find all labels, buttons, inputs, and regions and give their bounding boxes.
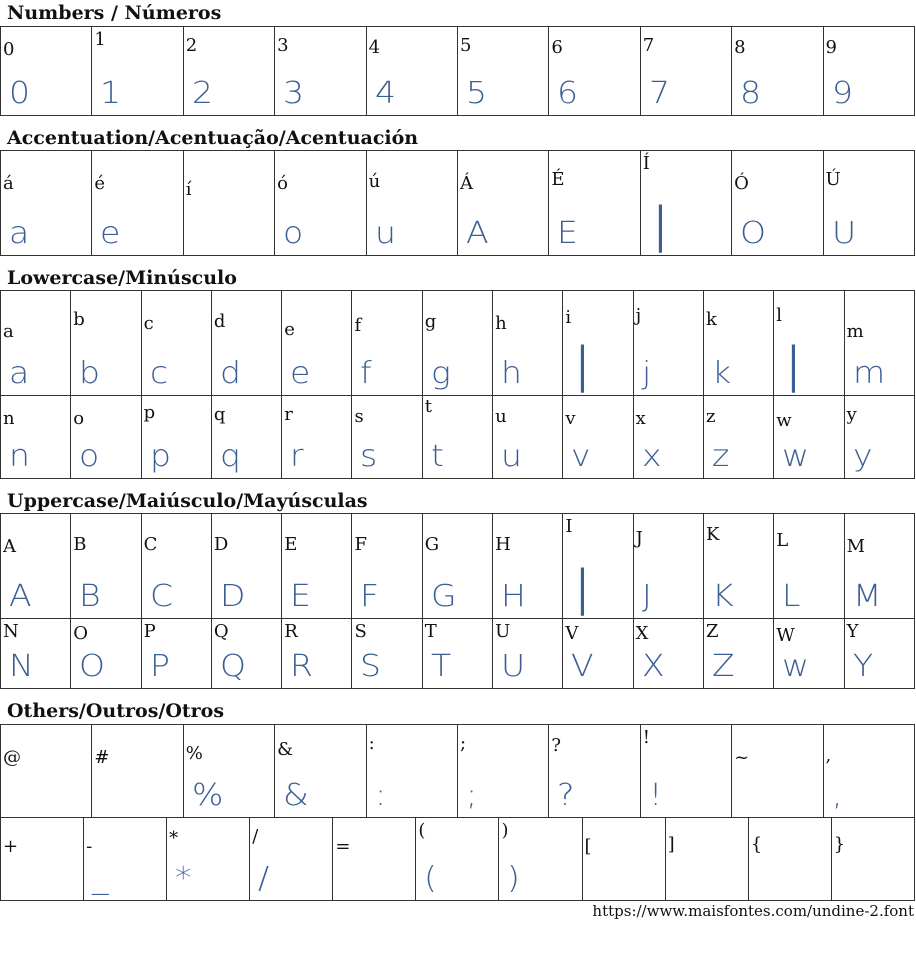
glyph-cell [640, 151, 731, 256]
glyph-cell [640, 27, 731, 116]
glyph-cell-label: 4 [368, 37, 381, 58]
glyph-cell-label: N [3, 620, 19, 642]
glyph-cell [92, 27, 183, 116]
glyph-sample: Y [852, 649, 873, 684]
glyph-sample: C [149, 578, 173, 614]
glyph-cell-label: K [705, 524, 720, 545]
glyph-cell [499, 818, 582, 901]
glyph-cell [457, 27, 548, 116]
glyph-sample: ) [507, 861, 521, 896]
glyph-cell-label: # [94, 747, 110, 768]
glyph-cell [422, 514, 492, 619]
glyph-sample: a [9, 216, 30, 251]
section-title-accents: Accentuation/Acentuação/Acentuación [7, 127, 419, 149]
glyph-cell-label: 9 [825, 37, 837, 58]
glyph-cell-label: & [277, 739, 294, 760]
glyph-cell [844, 514, 914, 619]
glyph-sample: _ [92, 861, 109, 896]
glyph-cell-label: D [213, 534, 229, 555]
glyph-cell-label: J [635, 528, 643, 549]
glyph-cell-label: Q [213, 620, 229, 642]
glyph-cell [84, 818, 167, 901]
glyph-sample: 6 [557, 76, 579, 111]
glyph-cell-label: é [94, 173, 106, 194]
glyph-sample: z [711, 439, 730, 474]
glyph-sample: E [557, 216, 579, 251]
glyph-cell [563, 618, 633, 688]
glyph-cell [416, 818, 499, 901]
glyph-cell [703, 396, 773, 479]
glyph-cell [703, 514, 773, 619]
glyph-sample: ! [648, 778, 662, 813]
glyph-cell [493, 618, 563, 688]
glyph-cell [493, 396, 563, 479]
glyph-cell [1, 725, 92, 818]
glyph-cell [366, 725, 457, 818]
glyph-cell-label: w [776, 410, 792, 432]
glyph-cell-label: p [143, 402, 156, 424]
glyph-cell-label: b [73, 309, 85, 330]
glyph-cell-label: B [73, 534, 87, 555]
glyph-cell [732, 725, 823, 818]
glyph-sample: 9 [831, 76, 853, 111]
glyph-cell-label: k [705, 309, 717, 330]
glyph-cell-label: Z [705, 620, 719, 642]
glyph-cell-label: + [3, 836, 19, 857]
glyph-sample: / [258, 861, 270, 896]
accents-grid [0, 150, 915, 256]
glyph-cell [250, 818, 333, 901]
glyph-row [1, 291, 915, 396]
glyph-cell-label: G [424, 534, 440, 555]
glyph-cell [92, 725, 183, 818]
glyph-sample: y [852, 439, 873, 474]
glyph-cell [282, 291, 352, 396]
glyph-cell-label: L [776, 530, 789, 551]
glyph-cell-label: ó [277, 173, 289, 194]
glyph-cell-label: f [354, 315, 362, 336]
glyph-sample: p [149, 439, 171, 474]
glyph-cell [422, 618, 492, 688]
glyph-cell-label: a [3, 321, 14, 342]
glyph-cell [582, 818, 665, 901]
glyph-cell [732, 151, 823, 256]
glyph-sample: b [79, 356, 101, 392]
glyph-sample: n [9, 439, 30, 474]
glyph-cell-label: m [846, 321, 864, 342]
glyph-sample: e [290, 356, 311, 392]
section-title-uppercase: Uppercase/Maiúsculo/Mayúsculas [7, 490, 368, 512]
glyph-sample: S [360, 649, 382, 684]
glyph-cell [282, 396, 352, 479]
glyph-cell-label: Í [642, 153, 650, 174]
glyph-cell [457, 151, 548, 256]
glyph-cell-label: V [565, 622, 579, 644]
glyph-cell [844, 396, 914, 479]
glyph-cell-label: ! [642, 727, 650, 748]
glyph-cell-label: 1 [94, 29, 106, 50]
glyph-sample: % [191, 778, 224, 813]
glyph-cell [366, 151, 457, 256]
glyph-sample: h [501, 356, 522, 392]
glyph-sample: w [782, 649, 810, 684]
glyph-sample: H [501, 578, 526, 614]
glyph-cell [422, 291, 492, 396]
glyph-sample: ? [557, 778, 575, 813]
glyph-sample: U [501, 649, 526, 684]
glyph-sample: F [360, 578, 380, 614]
glyph-cell-label: [ [584, 836, 592, 857]
glyph-sample: Z [711, 649, 735, 684]
glyph-sample: r [290, 439, 304, 474]
glyph-cell-label: X [635, 622, 649, 644]
glyph-cell [275, 27, 366, 116]
glyph-sample: o [79, 439, 100, 474]
glyph-cell [774, 514, 844, 619]
glyph-cell-label: H [495, 534, 511, 555]
glyph-cell [183, 27, 274, 116]
glyph-sample: & [283, 778, 309, 813]
glyph-cell-label: ~ [734, 747, 750, 768]
glyph-cell-label: 2 [185, 35, 198, 56]
glyph-cell [71, 618, 141, 688]
uppercase-grid [0, 513, 915, 689]
footer-url-link[interactable]: https://www.maisfontes.com/undine-2.font [592, 902, 914, 920]
glyph-cell [703, 291, 773, 396]
glyph-cell [549, 27, 640, 116]
glyph-cell-label: ( [418, 820, 426, 841]
glyph-row [1, 618, 915, 688]
glyph-cell-label: ú [368, 171, 381, 192]
glyph-sample: o [283, 216, 304, 251]
others-grid-row2 [0, 817, 915, 901]
glyph-cell [141, 396, 211, 479]
glyph-cell-label: d [213, 311, 226, 332]
glyph-cell-label: Ó [734, 173, 749, 194]
glyph-sample: O [79, 649, 106, 684]
glyph-cell-label: O [73, 622, 89, 644]
glyph-cell-label: R [284, 620, 298, 642]
glyph-sample: 0 [9, 76, 31, 111]
glyph-sample: | [571, 559, 595, 616]
glyph-cell-label: U [495, 620, 511, 642]
glyph-cell [549, 151, 640, 256]
glyph-cell-label: c [143, 313, 154, 334]
glyph-sample: G [430, 578, 457, 614]
glyph-cell [563, 396, 633, 479]
glyph-cell [282, 618, 352, 688]
glyph-cell [352, 396, 422, 479]
glyph-sample: , [831, 778, 843, 813]
glyph-sample: m [852, 356, 885, 392]
glyph-cell-label: ) [501, 820, 509, 841]
glyph-sample: O [740, 216, 767, 251]
glyph-sample: E [290, 578, 312, 614]
glyph-sample: t [430, 439, 444, 474]
glyph-cell-label: { [750, 834, 763, 855]
glyph-sample: D [219, 578, 246, 614]
glyph-sample: 7 [648, 76, 670, 111]
glyph-cell [1, 514, 71, 619]
glyph-cell-label: t [424, 396, 433, 418]
section-title-lowercase: Lowercase/Minúsculo [7, 267, 237, 289]
glyph-cell-label: 0 [3, 39, 15, 60]
glyph-row [1, 514, 915, 619]
glyph-cell-label: : [368, 733, 375, 754]
glyph-cell [774, 396, 844, 479]
glyph-cell-label: ; [459, 733, 467, 754]
glyph-cell-label: W [776, 624, 795, 646]
glyph-cell [211, 291, 281, 396]
glyph-cell-label: g [424, 311, 437, 332]
glyph-sample: 5 [465, 76, 487, 111]
glyph-cell-label: l [776, 305, 783, 326]
glyph-cell-label: P [143, 620, 156, 642]
glyph-cell [211, 396, 281, 479]
glyph-sample: * [175, 861, 192, 896]
glyph-cell-label: Ú [825, 169, 841, 190]
glyph-cell-label: M [846, 536, 865, 557]
glyph-cell-label: ] [667, 834, 675, 855]
glyph-cell-label: / [252, 826, 259, 847]
glyph-cell-label: = [335, 836, 351, 857]
glyph-sample: T [430, 649, 451, 684]
glyph-cell [563, 514, 633, 619]
glyph-sample: 2 [191, 76, 213, 111]
glyph-cell [633, 291, 703, 396]
glyph-cell [71, 291, 141, 396]
glyph-cell [352, 291, 422, 396]
glyph-sample: P [149, 649, 170, 684]
glyph-cell [1, 396, 71, 479]
glyph-sample: : [374, 778, 386, 813]
section-title-others: Others/Outros/Otros [7, 700, 225, 722]
glyph-cell [141, 514, 211, 619]
glyph-cell-label: * [169, 828, 179, 849]
glyph-cell [92, 151, 183, 256]
glyph-cell-label: s [354, 406, 364, 428]
glyph-cell-label: ? [551, 735, 561, 756]
glyph-cell [493, 514, 563, 619]
glyph-cell-label: C [143, 534, 158, 555]
glyph-cell [640, 725, 731, 818]
glyph-sample: L [782, 578, 801, 614]
glyph-cell-label: Y [846, 620, 859, 642]
glyph-row [1, 151, 915, 256]
glyph-sample: A [9, 578, 32, 614]
glyph-cell [732, 27, 823, 116]
glyph-sample: | [648, 197, 672, 253]
glyph-sample: A [465, 216, 489, 251]
glyph-sample: ; [465, 778, 478, 813]
glyph-sample: 1 [100, 76, 122, 111]
glyph-sample: u [374, 216, 396, 251]
glyph-sample: 4 [374, 76, 396, 111]
glyph-cell-label: T [424, 620, 437, 642]
glyph-cell-label: o [73, 408, 85, 430]
glyph-sample: j [641, 356, 651, 392]
glyph-sample: u [501, 439, 522, 474]
glyph-cell [71, 514, 141, 619]
glyph-sample: X [641, 649, 665, 684]
glyph-cell-label: á [3, 173, 14, 194]
glyph-sample: V [571, 649, 594, 684]
glyph-cell-label: r [284, 404, 293, 426]
glyph-cell [563, 291, 633, 396]
glyph-cell [823, 151, 914, 256]
glyph-cell [282, 514, 352, 619]
glyph-cell [823, 725, 914, 818]
glyph-cell [844, 618, 914, 688]
glyph-cell [703, 618, 773, 688]
glyph-cell [352, 514, 422, 619]
glyph-sample: B [79, 578, 101, 614]
glyph-sample: J [641, 578, 652, 614]
glyph-cell [275, 151, 366, 256]
glyph-sample: w [782, 439, 810, 474]
glyph-cell [422, 396, 492, 479]
glyph-cell [1, 618, 71, 688]
glyph-cell-label: 5 [459, 35, 472, 56]
glyph-cell [665, 818, 748, 901]
glyph-cell [748, 818, 831, 901]
glyph-sample: | [571, 337, 595, 394]
glyph-cell-label: z [705, 406, 716, 428]
glyph-cell-label: 3 [277, 35, 289, 56]
glyph-cell-label: q [213, 404, 226, 426]
glyph-sample: c [149, 356, 168, 392]
glyph-cell-label: % [185, 743, 203, 764]
glyph-cell [333, 818, 416, 901]
glyph-sample: | [782, 337, 805, 394]
glyph-sample: e [100, 216, 121, 251]
glyph-cell-label: A [3, 536, 16, 557]
glyph-cell [141, 618, 211, 688]
glyph-cell [275, 725, 366, 818]
glyph-sample: R [290, 649, 314, 684]
glyph-cell [1, 151, 92, 256]
glyph-cell [633, 514, 703, 619]
glyph-cell [1, 27, 92, 116]
glyph-cell [1, 291, 71, 396]
glyph-cell [774, 618, 844, 688]
glyph-row [1, 725, 915, 818]
glyph-sample: Q [219, 649, 246, 684]
glyph-cell [844, 291, 914, 396]
glyph-cell [71, 396, 141, 479]
glyph-cell-label: i [565, 307, 572, 328]
glyph-sample: x [641, 439, 662, 474]
glyph-sample: s [360, 439, 378, 474]
glyph-sample: g [430, 356, 451, 392]
glyph-cell [141, 291, 211, 396]
glyph-cell [211, 514, 281, 619]
glyph-sample: a [9, 356, 30, 392]
glyph-cell [183, 151, 274, 256]
glyph-sample: K [711, 578, 734, 614]
glyph-sample: 3 [283, 76, 305, 111]
glyph-cell [633, 396, 703, 479]
glyph-cell-label: v [565, 408, 576, 430]
glyph-cell-label: , [825, 745, 832, 766]
glyph-cell [633, 618, 703, 688]
glyph-cell [211, 618, 281, 688]
glyph-sample: 8 [740, 76, 762, 111]
glyph-sample: ( [424, 861, 438, 896]
lowercase-grid [0, 290, 915, 479]
glyph-cell-label: 6 [551, 37, 563, 58]
glyph-cell-label: h [495, 313, 507, 334]
glyph-sample: v [571, 439, 591, 474]
glyph-cell-label: 7 [642, 35, 655, 56]
glyph-cell [167, 818, 250, 901]
glyph-cell-label: S [354, 620, 367, 642]
glyph-sample: k [711, 356, 732, 392]
glyph-cell-label: @ [3, 747, 21, 768]
glyph-cell-label: F [354, 534, 367, 555]
glyph-cell [352, 618, 422, 688]
glyph-cell [493, 291, 563, 396]
glyph-cell-label: x [635, 408, 646, 430]
glyph-cell [1, 818, 84, 901]
glyph-cell [774, 291, 844, 396]
glyph-cell-label: e [284, 319, 295, 340]
glyph-cell [549, 725, 640, 818]
glyph-cell [183, 725, 274, 818]
glyph-sample: M [852, 578, 882, 614]
glyph-cell-label: j [635, 305, 642, 326]
glyph-cell [366, 27, 457, 116]
glyph-sample: d [219, 356, 241, 392]
glyph-row [1, 818, 915, 901]
glyph-cell-label: Á [459, 173, 473, 194]
glyph-cell-label: n [3, 408, 15, 430]
numbers-grid [0, 26, 915, 116]
glyph-cell [823, 27, 914, 116]
glyph-cell-label: } [833, 834, 846, 855]
glyph-cell-label: - [86, 836, 93, 857]
others-grid-row1 [0, 724, 915, 818]
glyph-cell-label: E [284, 534, 298, 555]
glyph-cell-label: I [565, 516, 573, 537]
glyph-cell-label: u [495, 406, 507, 428]
glyph-cell-label: y [846, 404, 857, 426]
glyph-cell [831, 818, 914, 901]
section-title-numbers: Numbers / Números [7, 2, 222, 24]
glyph-sample: f [360, 356, 373, 392]
glyph-cell-label: 8 [734, 37, 746, 58]
glyph-cell-label: í [185, 179, 192, 200]
glyph-sample: U [831, 216, 856, 251]
glyph-row [1, 396, 915, 479]
glyph-cell [457, 725, 548, 818]
glyph-row [1, 27, 915, 116]
glyph-sample: N [9, 649, 34, 684]
glyph-cell-label: É [551, 169, 565, 190]
glyph-sample: q [219, 439, 241, 474]
